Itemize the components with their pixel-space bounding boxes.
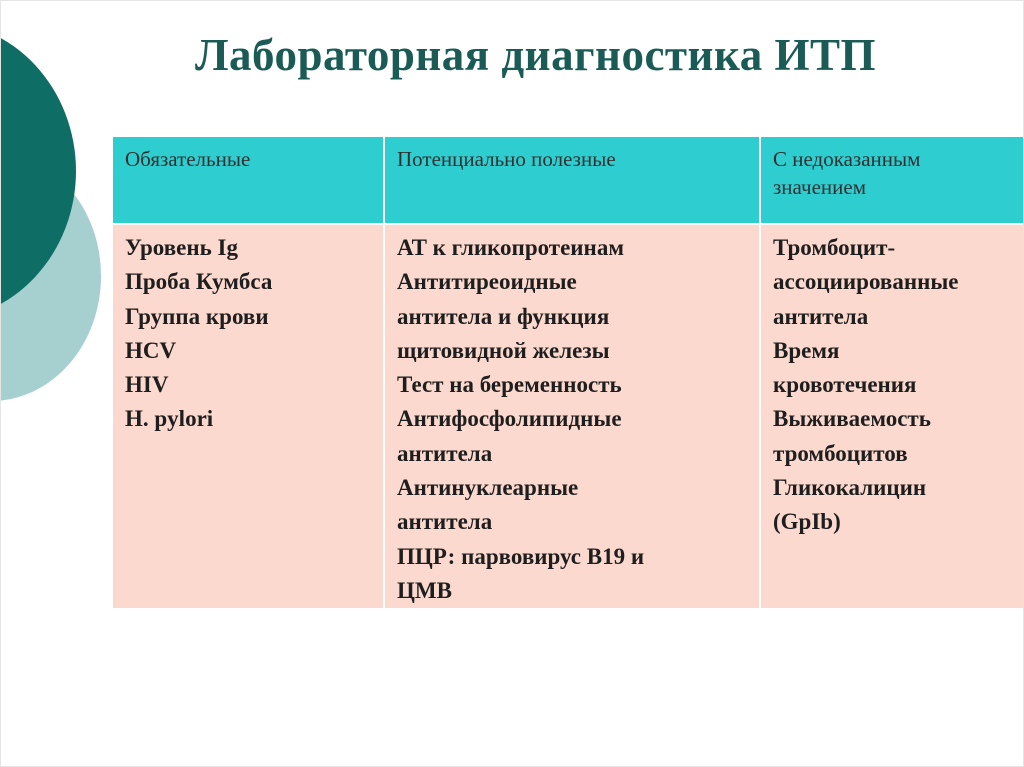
list-item: антитела — [397, 509, 493, 535]
list-item: АТ к гликопротеинам — [397, 235, 624, 260]
list-item: Выживаемость — [773, 406, 931, 432]
list-item: Группа крови — [125, 303, 269, 329]
list-item: Проба Кумбса — [125, 269, 273, 295]
header-cell-mandatory — [112, 136, 384, 224]
list-item: Антинуклеарные — [397, 475, 579, 501]
list-item: ассоциированные — [773, 269, 959, 295]
list-item: тромбоцитов — [773, 440, 908, 466]
list-item: кровотечения — [773, 372, 917, 398]
list-item: антитела — [773, 303, 869, 329]
list-item: антитела — [397, 440, 493, 466]
list-item: Время — [773, 337, 840, 363]
list-item: Антифосфолипидные — [397, 406, 622, 432]
list-item: Тромбоцит- — [773, 235, 896, 260]
header-line: Потенциально полезные — [397, 147, 616, 171]
header-cell-potentially-useful — [384, 136, 760, 224]
list-item: (GpIb) — [773, 509, 841, 535]
header-line: С недоказанным — [773, 147, 921, 171]
list-item: Уровень Ig — [125, 235, 238, 260]
list-item: антитела и функция — [397, 303, 610, 329]
cell-potentially-useful-tests — [384, 224, 760, 609]
cell-unproven-tests — [760, 224, 1024, 609]
list-item: HCV — [125, 337, 177, 363]
table-row — [112, 224, 1024, 609]
list-item: HIV — [125, 372, 169, 398]
list-item: Антитиреоидные — [397, 269, 577, 295]
header-line: Обязательные — [125, 147, 251, 171]
header-cell-unproven — [760, 136, 1024, 224]
list-item: ЦМВ — [397, 577, 452, 603]
header-line: значением — [773, 175, 866, 199]
cell-mandatory-tests — [112, 224, 384, 609]
list-item: щитовидной железы — [397, 337, 610, 363]
list-item: ПЦР: парвовирус В19 и — [397, 543, 645, 569]
list-item: Гликокалицин — [773, 475, 927, 501]
list-item: Тест на беременность — [397, 372, 622, 398]
table-header-row — [112, 136, 1024, 224]
diagnostics-table — [111, 135, 1024, 610]
slide-title: Лабораторная диагностика ИТП — [195, 30, 876, 80]
list-item: H. pylori — [125, 406, 214, 432]
